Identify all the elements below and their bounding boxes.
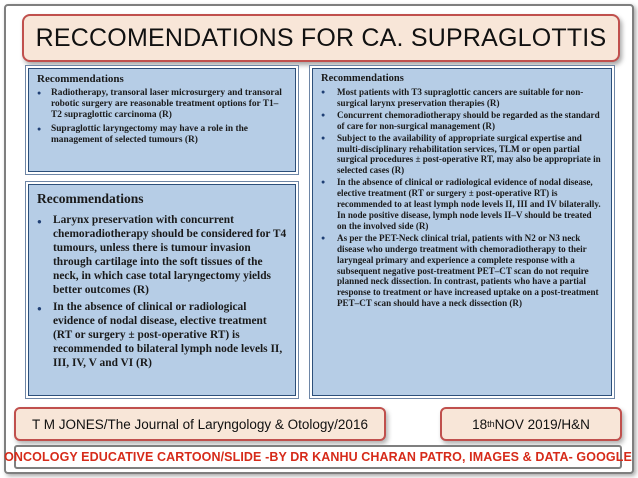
box-heading: Recommendations	[321, 73, 404, 84]
slide-title: RECCOMENDATIONS FOR CA. SUPRAGLOTTIS	[22, 14, 620, 62]
recommendation-list	[37, 88, 289, 146]
date-rest: NOV 2019/H&N	[494, 416, 590, 432]
recommendations-box-top-left	[28, 68, 296, 172]
recommendation-list	[37, 213, 287, 370]
date-day: 18	[472, 416, 488, 432]
list-item: ● As per the PET-Neck clinical trial, patients with N2 or N3 neck disease who undergo treatment with chemoradiotherapy to their laryngeal primary and experience a complete response with a subsequent negative post-treatment PET–CT scan do not require planned neck dissection. In contrast, patients who have a partial response to treatment or have increased uptake on a post-treatment PET–CT scan should have a neck dissection (R)	[321, 233, 603, 309]
list-item: ● In the absence of clinical or radiological evidence of nodal disease, elective treatment (RT or surgery ± post-operative RT) is recommended to at least lymph node levels II, III and IV bilaterally. In node positive disease, lymph node levels II–V should be treated on the involved side (R)	[321, 177, 603, 232]
list-item: ● In the absence of clinical or radiological evidence of nodal disease, elective treatment (RT or surgery ± post-operative RT) is recommended to bilateral lymph node levels II, III, IV, V and VI (R)	[37, 300, 287, 370]
recommendation-list	[321, 87, 603, 309]
box-heading: Recommendations	[37, 191, 144, 206]
list-item: ● Radiotherapy, transoral laser microsurgery and transoral robotic surgery are reasonable treatment options for T1–T2 supraglottic carcinoma (R)	[37, 88, 289, 121]
citation-label: T M JONES/The Journal of Laryngology & Otology/2016	[14, 407, 386, 441]
list-item: ● Subject to the availability of appropriate surgical expertise and multi-disciplinary rehabilitation services, TLM or open partial surgical procedures ± post-operative RT, may also be appropriate in selected cases (R)	[321, 133, 603, 177]
box-heading: Recommendations	[37, 73, 124, 85]
recommendations-box-right	[312, 68, 612, 396]
list-item: ● Supraglottic laryngectomy may have a role in the management of selected tumours (R)	[37, 124, 289, 146]
credit-banner: ONCOLOGY EDUCATIVE CARTOON/SLIDE -BY DR KANHU CHARAN PATRO, IMAGES & DATA- GOOGLE	[14, 445, 622, 469]
list-item: ● Most patients with T3 supraglottic cancers are suitable for non-surgical larynx preservation therapies (R)	[321, 87, 603, 109]
date-label	[440, 407, 622, 441]
list-item: ● Larynx preservation with concurrent chemoradiotherapy should be considered for T4 tumours, unless there is tumour invasion through cartilage into the soft tissues of the neck, in which case total laryngectomy yields better outcomes (R)	[37, 213, 287, 297]
date-suffix: th	[487, 419, 495, 429]
list-item: ● Concurrent chemoradiotherapy should be regarded as the standard of care for non-surgical management (R)	[321, 110, 603, 132]
recommendations-box-bottom-left	[28, 184, 296, 396]
